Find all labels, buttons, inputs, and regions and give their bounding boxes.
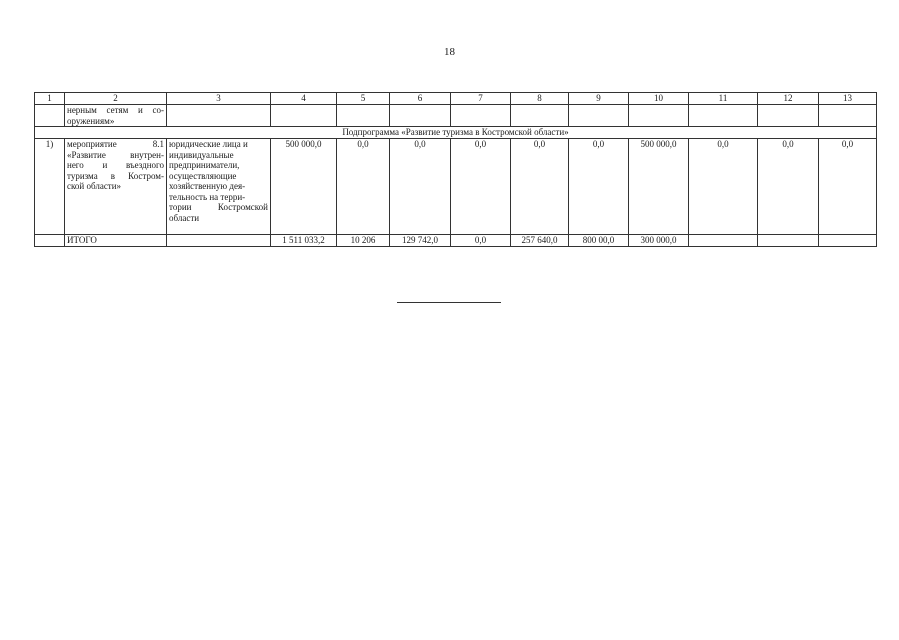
item-recipients: [167, 139, 271, 235]
header-cell: 2: [65, 93, 167, 105]
value-cell: 0,0: [569, 139, 629, 235]
text-line: юридические лица и: [169, 139, 248, 149]
continuation-text: [65, 105, 167, 127]
value-cell: 0,0: [451, 139, 511, 235]
total-value: [758, 235, 819, 247]
value-cell: 500 000,0: [271, 139, 337, 235]
subprogram-row: [35, 127, 877, 139]
header-row: [35, 93, 877, 105]
item-name: [65, 139, 167, 235]
total-value: 300 000,0: [629, 235, 689, 247]
text-line: туризма в Костром-: [67, 170, 164, 181]
text-line: предприниматели,: [169, 160, 240, 170]
header-cell: 5: [337, 93, 390, 105]
header-cell: 11: [689, 93, 758, 105]
text-line: хозяйственную дея-: [169, 181, 246, 191]
text-line: мероприятие 8.1: [67, 139, 164, 149]
header-cell: 3: [167, 93, 271, 105]
header-cell: 8: [511, 93, 569, 105]
header-cell: 9: [569, 93, 629, 105]
text-line: индивидуальные: [169, 149, 234, 160]
text-line: тельность на терри-: [169, 191, 246, 202]
text-line: ской области»: [67, 181, 122, 191]
subprogram-title: Подпрограмма «Развитие туризма в Костромской области»: [35, 127, 877, 139]
total-value: 129 742,0: [390, 235, 451, 247]
text-line: области: [169, 212, 200, 223]
item-row: [35, 139, 877, 235]
header-cell: 12: [758, 93, 819, 105]
value-cell: 0,0: [819, 139, 877, 235]
total-value: 1 511 033,2: [271, 235, 337, 247]
total-row: [35, 235, 877, 247]
text-line: «Развитие внутрен-: [67, 149, 164, 160]
header-cell: 13: [819, 93, 877, 105]
value-cell: 0,0: [758, 139, 819, 235]
value-cell: 0,0: [689, 139, 758, 235]
continuation-row: [35, 105, 877, 127]
text-line: него и въездного: [67, 160, 164, 170]
total-label: ИТОГО: [65, 235, 167, 247]
budget-table: [34, 92, 877, 247]
item-number: 1): [35, 139, 65, 235]
total-value: 257 640,0: [511, 235, 569, 247]
value-cell: 500 000,0: [629, 139, 689, 235]
text-line: тории Костромской: [169, 202, 268, 212]
header-cell: 6: [390, 93, 451, 105]
header-cell: 4: [271, 93, 337, 105]
total-value: 10 206: [337, 235, 390, 247]
header-cell: 7: [451, 93, 511, 105]
header-cell: 1: [35, 93, 65, 105]
total-value: [819, 235, 877, 247]
total-value: [689, 235, 758, 247]
page-number: 18: [444, 46, 455, 58]
value-cell: 0,0: [511, 139, 569, 235]
text-line: нерным сетям и со-: [67, 105, 164, 115]
value-cell: 0,0: [390, 139, 451, 235]
text-line: осуществляющие: [169, 170, 237, 181]
closing-rule: [397, 302, 501, 303]
total-value: 0,0: [451, 235, 511, 247]
total-value: 800 00,0: [569, 235, 629, 247]
header-cell: 10: [629, 93, 689, 105]
value-cell: 0,0: [337, 139, 390, 235]
text-line: оружениям»: [67, 115, 115, 126]
